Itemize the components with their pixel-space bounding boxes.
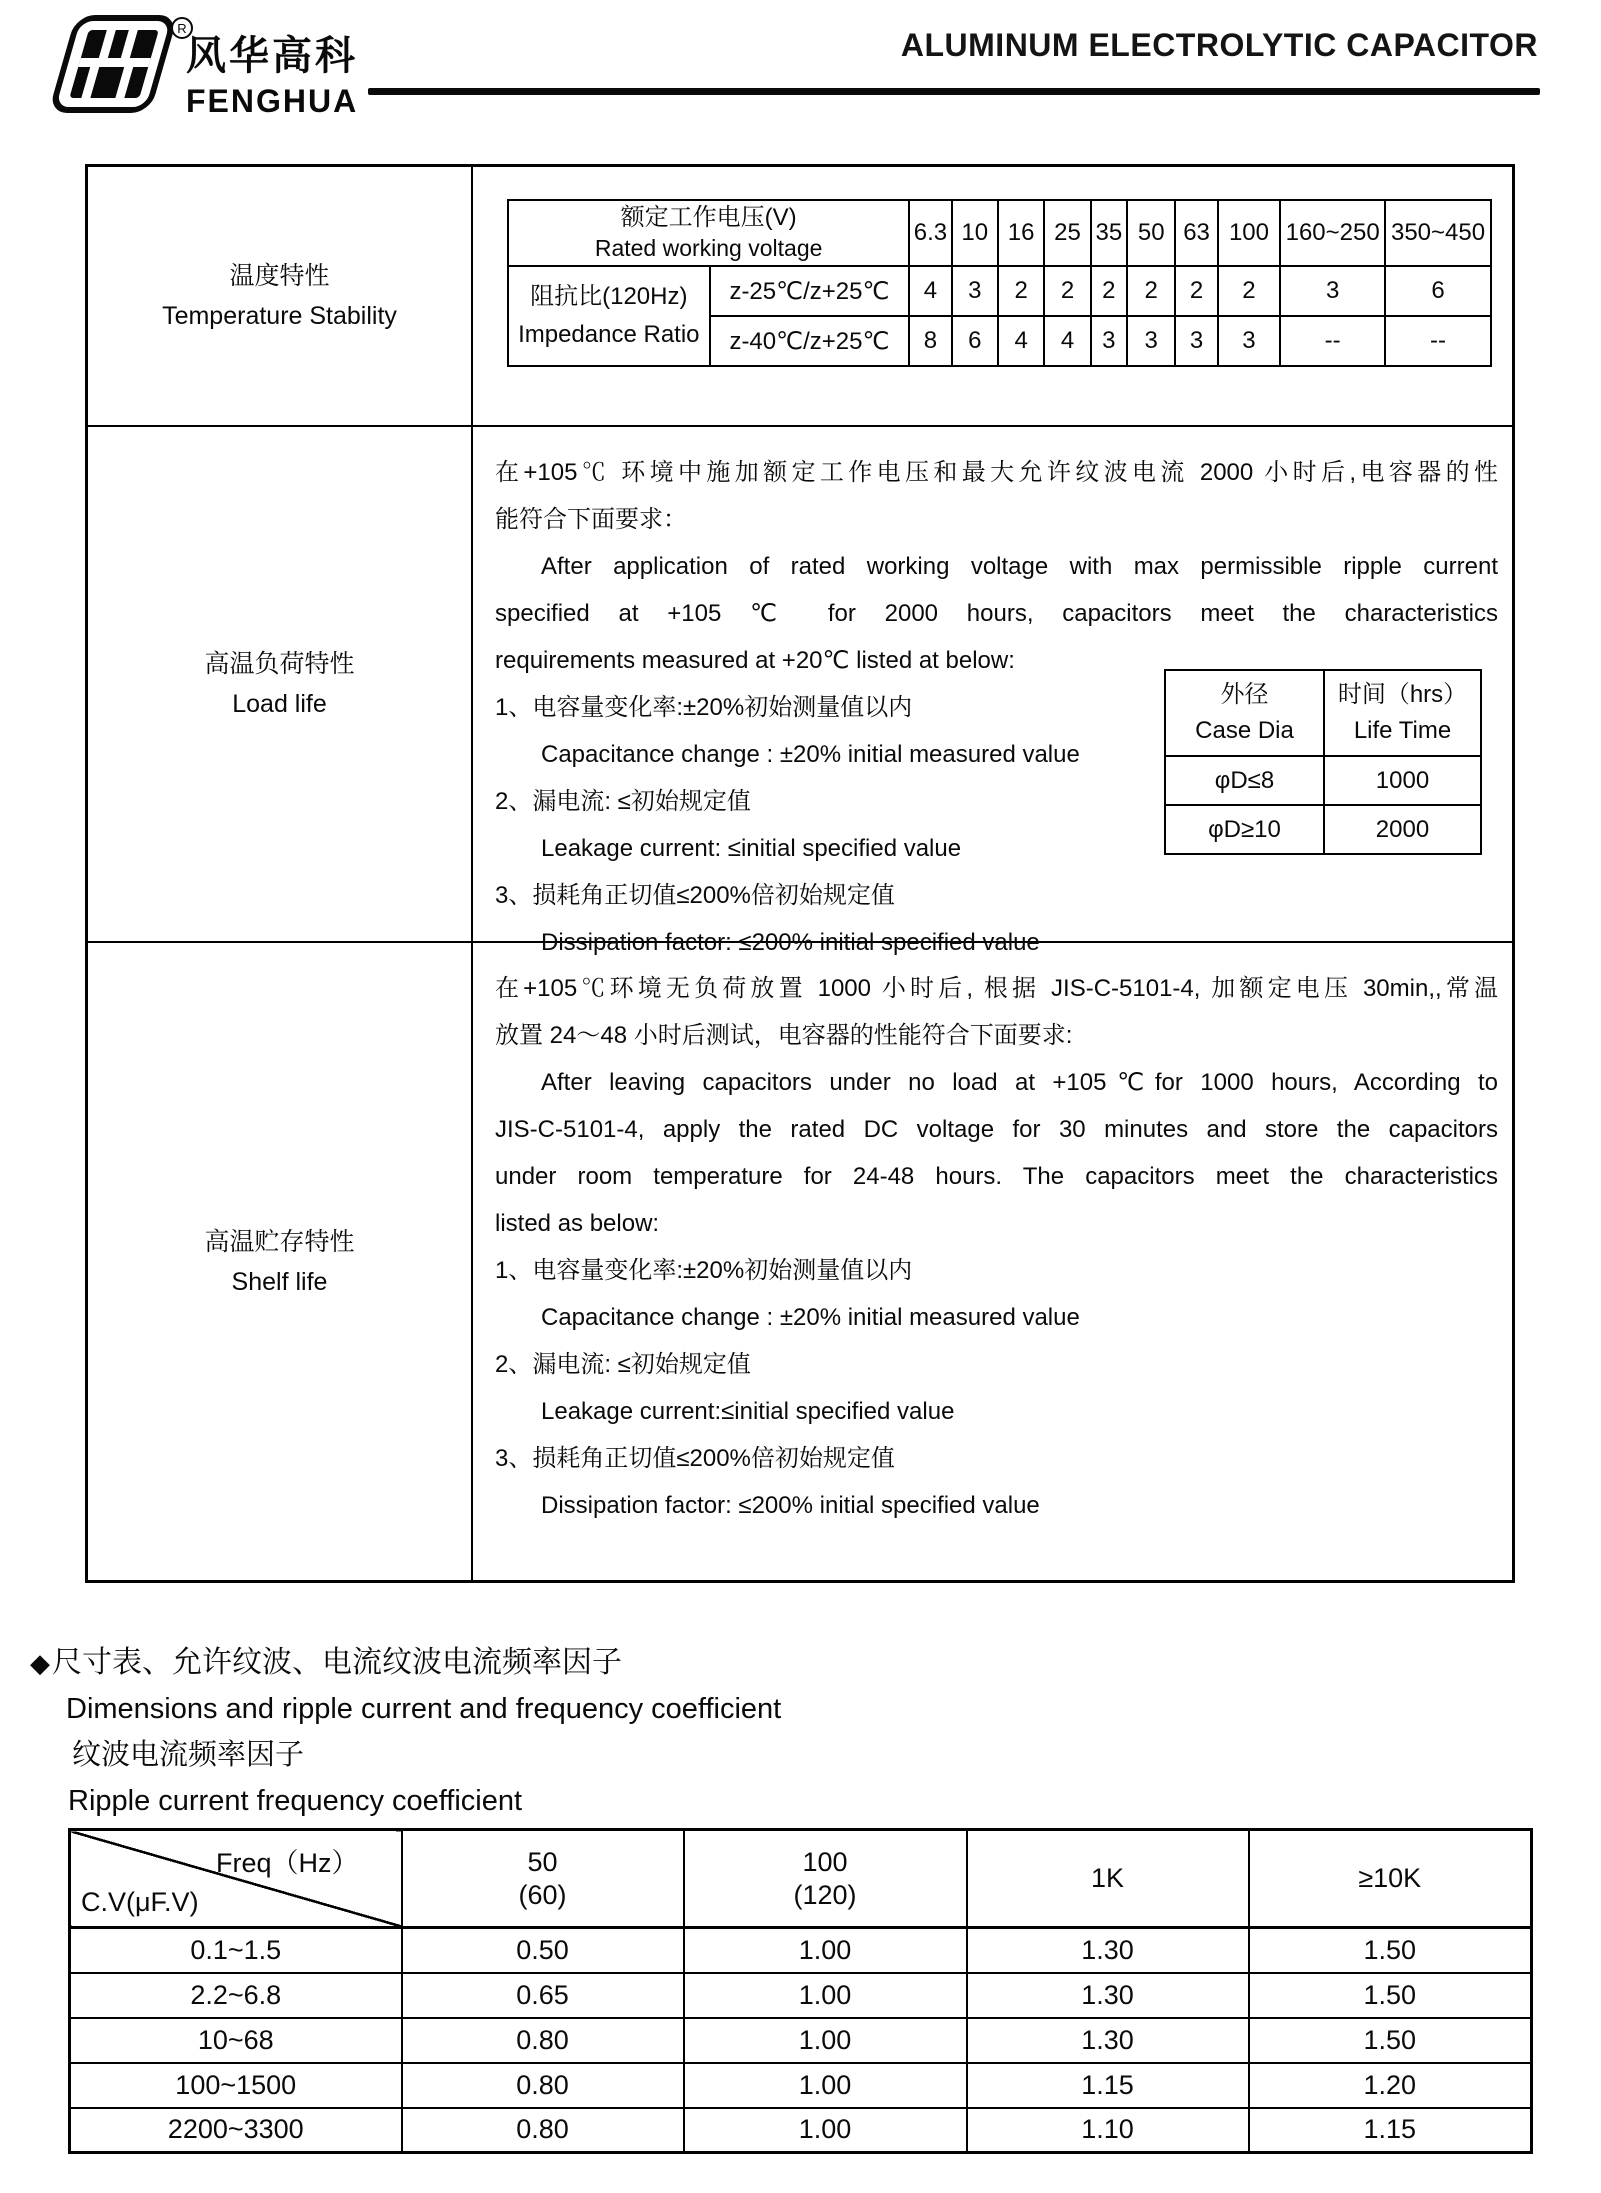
load-life-content bbox=[473, 427, 1512, 956]
freq-column-line2: (120) bbox=[793, 1879, 857, 1910]
load-life-item-zh: 1、电容量变化率:±20%初始测量值以内 bbox=[495, 694, 913, 721]
voltage-header-cell: 100 bbox=[1218, 200, 1281, 266]
load-life-item-zh: 3、损耗角正切值≤200%倍初始规定值 bbox=[495, 882, 895, 909]
case-dia-cell: φD≥10 bbox=[1165, 805, 1324, 854]
freq-coefficient-cell: 1.50 bbox=[1249, 1973, 1532, 2018]
voltage-header-cell: 10 bbox=[952, 200, 998, 266]
section-heading-zh-text: 尺寸表、允许纹波、电流纹波电流频率因子 bbox=[52, 1646, 622, 1679]
load-life-item-en: Dissipation factor: ≤200% initial specified value bbox=[541, 929, 1040, 956]
freq-coefficient-cell: 1.50 bbox=[1249, 1928, 1532, 1973]
cv-range-cell: 2.2~6.8 bbox=[70, 1973, 402, 2018]
freq-coefficient-cell: 0.80 bbox=[402, 2018, 684, 2063]
cv-range-cell: 10~68 bbox=[70, 2018, 402, 2063]
title-underline bbox=[368, 88, 1540, 95]
impedance-value-cell: 4 bbox=[998, 316, 1044, 366]
life-time-header-en: Life Time bbox=[1353, 717, 1452, 744]
load-life-item-en: Capacitance change : ±20% initial measured value bbox=[541, 741, 1080, 768]
load-life-intro-zh-line: 能符合下面要求： bbox=[495, 506, 687, 533]
voltage-header-cell: 63 bbox=[1175, 200, 1217, 266]
dimensions-section-heading bbox=[30, 1640, 781, 1824]
freq-coefficient-cell: 1.30 bbox=[967, 1973, 1249, 2018]
impedance-row bbox=[508, 266, 1491, 316]
life-table-header-row bbox=[1165, 670, 1481, 756]
shelf-life-text bbox=[473, 943, 1512, 1529]
load-life-intro-en-line: After application of rated working voltage with max permissible ripple current bbox=[541, 553, 1498, 580]
rated-voltage-header-zh: 额定工作电压(V) bbox=[620, 204, 797, 231]
case-dia-life-table bbox=[1164, 669, 1482, 855]
load-life-intro-zh-line: 在+105℃ 环境中施加额定工作电压和最大允许纹波电流 2000 小时后,电容器的性 bbox=[495, 459, 1498, 486]
freq-coefficient-cell: 1.00 bbox=[684, 1973, 967, 2018]
freq-coefficient-cell: 1.00 bbox=[684, 2018, 967, 2063]
freq-table-row bbox=[70, 1928, 1532, 1973]
section-subheading-en: Ripple current frequency coefficient bbox=[68, 1785, 523, 1817]
cv-range-cell: 100~1500 bbox=[70, 2063, 402, 2108]
temperature-stability-label bbox=[88, 167, 473, 425]
shelf-life-label-zh: 高温贮存特性 bbox=[204, 1227, 355, 1256]
freq-column-line2: (60) bbox=[518, 1879, 567, 1910]
impedance-value-cell: 2 bbox=[1044, 266, 1090, 316]
shelf-life-item-en: Leakage current:≤initial specified value bbox=[541, 1398, 955, 1425]
fenghua-logo bbox=[36, 12, 206, 117]
impedance-ratio-label-en: Impedance Ratio bbox=[518, 321, 700, 348]
voltage-header-cell: 350~450 bbox=[1385, 200, 1491, 266]
impedance-ratio-table bbox=[507, 199, 1492, 367]
voltage-header-cell: 50 bbox=[1127, 200, 1175, 266]
impedance-condition-cell: z-25℃/z+25℃ bbox=[710, 266, 910, 316]
case-dia-header-zh: 外径 bbox=[1220, 681, 1269, 708]
freq-header-row bbox=[70, 1830, 1532, 1928]
characteristics-table bbox=[85, 164, 1515, 1583]
freq-coefficient-cell: 1.30 bbox=[967, 1928, 1249, 1973]
freq-coefficient-cell: 0.65 bbox=[402, 1973, 684, 2018]
life-time-header-zh: 时间（hrs） bbox=[1337, 681, 1468, 708]
freq-column-line1: 50 bbox=[527, 1846, 558, 1877]
shelf-life-content bbox=[473, 943, 1512, 1580]
freq-coefficient-cell: 1.00 bbox=[684, 1928, 967, 1973]
shelf-life-item-zh: 2、漏电流: ≤初始规定值 bbox=[495, 1351, 751, 1378]
fenghua-logo-mark bbox=[36, 12, 206, 117]
freq-cv-corner-cell bbox=[70, 1830, 402, 1928]
freq-coefficient-cell: 1.15 bbox=[1249, 2108, 1532, 2153]
impedance-condition-cell: z-40℃/z+25℃ bbox=[710, 316, 910, 366]
impedance-value-cell: 2 bbox=[1127, 266, 1175, 316]
life-time-header bbox=[1324, 670, 1481, 756]
load-life-label-en: Load life bbox=[232, 690, 327, 718]
load-life-row bbox=[88, 427, 1512, 956]
brand-name-zh: 风华高科 bbox=[186, 34, 358, 78]
case-dia-header-en: Case Dia bbox=[1195, 717, 1294, 744]
impedance-value-cell: 3 bbox=[1175, 316, 1217, 366]
impedance-value-cell: 3 bbox=[1127, 316, 1175, 366]
impedance-value-cell: -- bbox=[1280, 316, 1385, 366]
load-life-label bbox=[88, 427, 473, 941]
load-life-label-zh: 高温负荷特性 bbox=[204, 650, 355, 678]
cv-axis-label: C.V(μF.V) bbox=[81, 1887, 199, 1917]
rated-voltage-header bbox=[508, 200, 909, 266]
temperature-stability-content bbox=[473, 167, 1512, 425]
ripple-frequency-coefficient-table bbox=[68, 1828, 1533, 2154]
cv-range-cell: 0.1~1.5 bbox=[70, 1928, 402, 1973]
shelf-life-label bbox=[88, 943, 473, 1580]
shelf-life-intro-en-line: After leaving capacitors under no load at +105℃for 1000 hours, According to bbox=[541, 1069, 1498, 1096]
voltage-header-cell: 6.3 bbox=[909, 200, 951, 266]
voltage-header-cell: 35 bbox=[1091, 200, 1127, 266]
impedance-ratio-label bbox=[508, 266, 710, 366]
load-life-intro-en-line: requirements measured at +20℃ listed at below: bbox=[495, 647, 1015, 674]
temperature-stability-label-en: Temperature Stability bbox=[162, 302, 397, 330]
life-time-cell: 1000 bbox=[1324, 756, 1481, 805]
temperature-stability-row bbox=[88, 167, 1512, 427]
section-heading-en: Dimensions and ripple current and frequency coefficient bbox=[66, 1693, 782, 1725]
case-dia-header bbox=[1165, 670, 1324, 756]
voltage-header-cell: 160~250 bbox=[1280, 200, 1385, 266]
freq-coefficient-cell: 0.80 bbox=[402, 2063, 684, 2108]
shelf-life-intro-zh-line: 放置 24～48 小时后测试，电容器的性能符合下面要求: bbox=[495, 1022, 1073, 1049]
impedance-value-cell: 3 bbox=[1218, 316, 1281, 366]
life-table-row bbox=[1165, 756, 1481, 805]
freq-coefficient-cell: 0.50 bbox=[402, 1928, 684, 1973]
freq-column-line1: 100 bbox=[802, 1846, 848, 1877]
freq-table-row bbox=[70, 1973, 1532, 2018]
impedance-value-cell: 2 bbox=[1091, 266, 1127, 316]
impedance-value-cell: 4 bbox=[909, 266, 951, 316]
load-life-item-zh: 2、漏电流: ≤初始规定值 bbox=[495, 788, 751, 815]
freq-coefficient-cell: 1.15 bbox=[967, 2063, 1249, 2108]
voltage-header-cell: 16 bbox=[998, 200, 1044, 266]
temperature-stability-label-zh: 温度特性 bbox=[229, 262, 330, 290]
shelf-life-item-zh: 3、损耗角正切值≤200%倍初始规定值 bbox=[495, 1445, 895, 1472]
impedance-value-cell: 3 bbox=[1280, 266, 1385, 316]
shelf-life-intro-zh-line: 在+105℃环境无负荷放置 1000 小时后, 根据 JIS-C-5101-4, 加额定电压 30min,,常温 bbox=[495, 975, 1498, 1002]
shelf-life-intro-en-line: under room temperature for 24-48 hours. The capacitors meet the characteristics bbox=[495, 1163, 1498, 1190]
impedance-value-cell: 3 bbox=[1091, 316, 1127, 366]
impedance-value-cell: 4 bbox=[1044, 316, 1090, 366]
freq-column-header bbox=[1249, 1830, 1532, 1928]
case-dia-cell: φD≤8 bbox=[1165, 756, 1324, 805]
freq-coefficient-cell: 1.10 bbox=[967, 2108, 1249, 2153]
cv-range-cell: 2200~3300 bbox=[70, 2108, 402, 2153]
brand-name-en: FENGHUA bbox=[186, 83, 359, 119]
impedance-value-cell: 6 bbox=[952, 316, 998, 366]
freq-table-row bbox=[70, 2063, 1532, 2108]
shelf-life-intro-en-line: JIS-C-5101-4, apply the rated DC voltage for 30 minutes and store the capacitors bbox=[495, 1116, 1498, 1143]
freq-coefficient-cell: 1.50 bbox=[1249, 2018, 1532, 2063]
voltage-header-row bbox=[508, 200, 1491, 266]
freq-column-header bbox=[684, 1830, 967, 1928]
shelf-life-item-en: Dissipation factor: ≤200% initial specified value bbox=[541, 1492, 1040, 1519]
section-heading-zh bbox=[30, 1640, 781, 1686]
life-table-row bbox=[1165, 805, 1481, 854]
rated-voltage-header-en: Rated working voltage bbox=[594, 235, 823, 261]
life-time-cell: 2000 bbox=[1324, 805, 1481, 854]
impedance-value-cell: -- bbox=[1385, 316, 1491, 366]
freq-coefficient-cell: 0.80 bbox=[402, 2108, 684, 2153]
impedance-value-cell: 8 bbox=[909, 316, 951, 366]
shelf-life-intro-en-line: listed as below: bbox=[495, 1210, 660, 1237]
freq-column-line1: ≥10K bbox=[1358, 1863, 1422, 1893]
voltage-header-cell: 25 bbox=[1044, 200, 1090, 266]
impedance-value-cell: 2 bbox=[998, 266, 1044, 316]
freq-coefficient-cell: 1.00 bbox=[684, 2108, 967, 2153]
load-life-item-en: Leakage current: ≤initial specified value bbox=[541, 835, 962, 862]
freq-coefficient-cell: 1.30 bbox=[967, 2018, 1249, 2063]
impedance-ratio-label-zh: 阻抗比(120Hz) bbox=[530, 283, 688, 310]
shelf-life-row bbox=[88, 943, 1512, 1580]
freq-coefficient-cell: 1.00 bbox=[684, 2063, 967, 2108]
freq-table-row bbox=[70, 2108, 1532, 2153]
freq-column-header bbox=[402, 1830, 684, 1928]
freq-column-header bbox=[967, 1830, 1249, 1928]
impedance-value-cell: 2 bbox=[1175, 266, 1217, 316]
shelf-life-label-en: Shelf life bbox=[231, 1267, 328, 1296]
freq-axis-label: Freq（Hz） bbox=[215, 1848, 359, 1878]
diamond-icon: ◆ bbox=[30, 1648, 50, 1678]
brand-block bbox=[186, 24, 358, 120]
freq-coefficient-cell: 1.20 bbox=[1249, 2063, 1532, 2108]
load-life-intro-en-line: specified at +105 ℃ for 2000 hours, capacitors meet the characteristics bbox=[495, 600, 1498, 627]
shelf-life-item-zh: 1、电容量变化率:±20%初始测量值以内 bbox=[495, 1257, 913, 1284]
section-subheading-zh: 纹波电流频率因子 bbox=[72, 1739, 305, 1771]
page-title: ALUMINUM ELECTROLYTIC CAPACITOR bbox=[900, 27, 1538, 63]
freq-table-row bbox=[70, 2018, 1532, 2063]
registered-trademark-icon: R bbox=[177, 21, 187, 36]
freq-column-line1: 1K bbox=[1090, 1863, 1125, 1893]
impedance-value-cell: 2 bbox=[1218, 266, 1281, 316]
impedance-value-cell: 3 bbox=[952, 266, 998, 316]
shelf-life-item-en: Capacitance change : ±20% initial measured value bbox=[541, 1304, 1080, 1331]
impedance-value-cell: 6 bbox=[1385, 266, 1491, 316]
